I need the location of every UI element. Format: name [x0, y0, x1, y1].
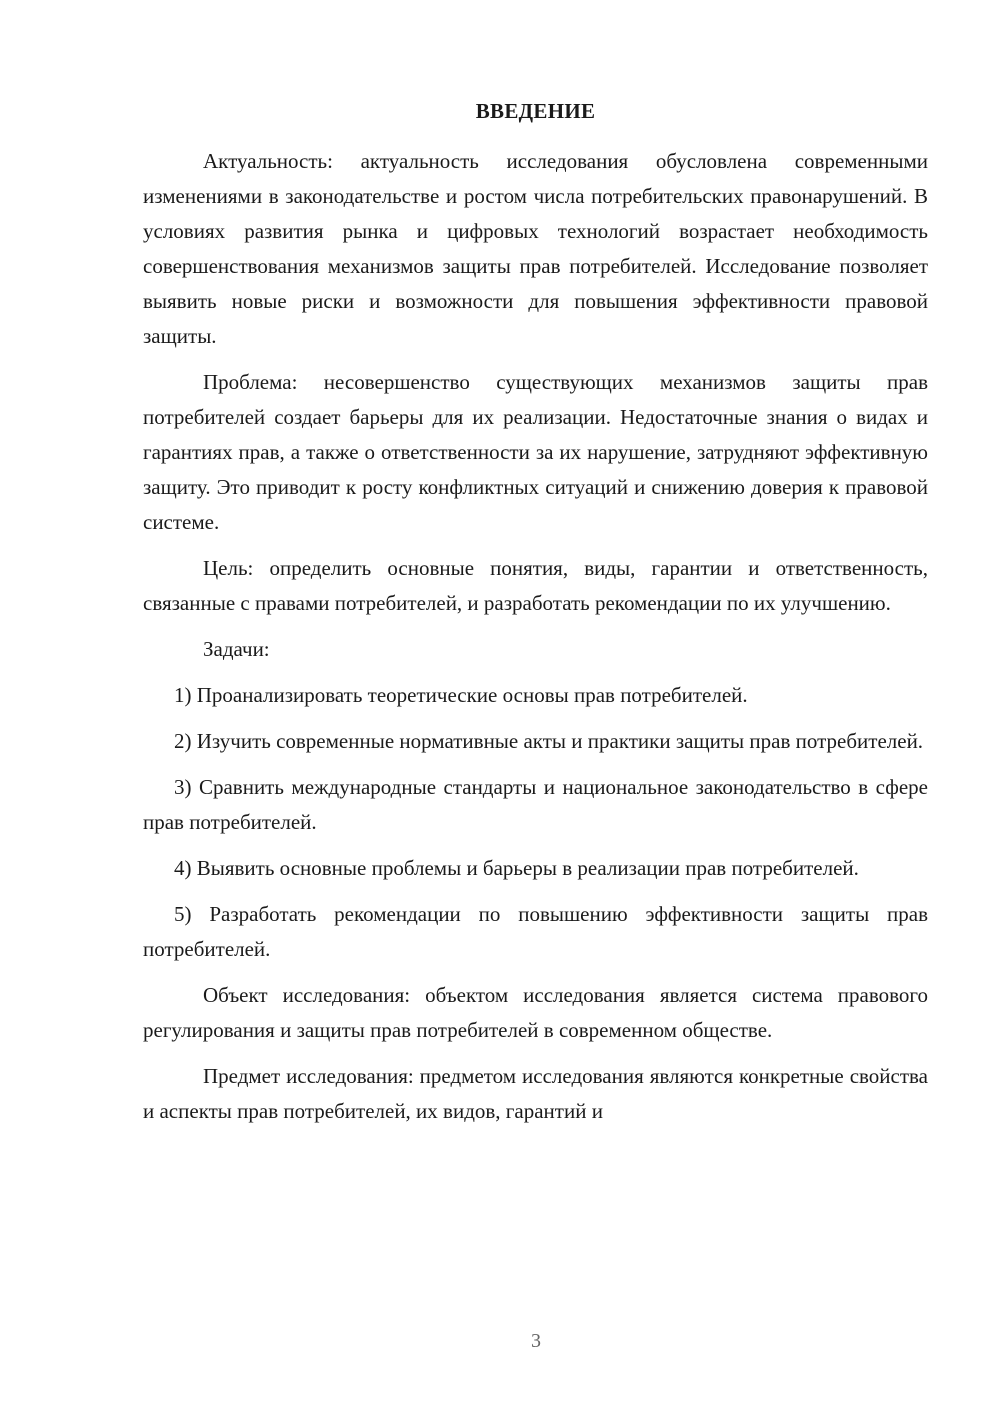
paragraph-problem: Проблема: несовершенство существующих механизмов защиты прав потребителей создает барьеры для их реализации. Недостаточные знания о видах и гарантиях прав, а также о ответственности за их нарушение, затрудняют эффективную защиту. Это приводит к росту конфликтных ситуаций и снижению доверия к правовой системе.: [143, 370, 928, 534]
task-item-5: 5) Разработать рекомендации по повышению эффективности защиты прав потребителей.: [143, 902, 928, 961]
task-item-4: 4) Выявить основные проблемы и барьеры в реализации прав потребителей.: [174, 856, 859, 880]
section-heading: ВВЕДЕНИЕ: [475, 99, 596, 123]
page-number: 3: [531, 1330, 541, 1352]
paragraph-relevance: Актуальность: актуальность исследования обусловлена современными изменениями в законодательстве и ростом числа потребительских правонарушений. В условиях развития рынка и цифровых технологий возрастает необходимость совершенствования механизмов защиты прав потребителей. Исследование позволяет выявить новые риски и возможности для повышения эффективности правовой защиты.: [143, 149, 928, 348]
task-item-2: 2) Изучить современные нормативные акты и практики защиты прав потребителей.: [174, 729, 924, 753]
paragraph-object: Объект исследования: объектом исследования является система правового регулирования и защиты прав потребителей в современном обществе.: [143, 983, 928, 1042]
paragraph-goal: Цель: определить основные понятия, виды, гарантии и ответственность, связанные с правами потребителей, и разработать рекомендации по их улучшению.: [143, 556, 928, 615]
tasks-label: Задачи:: [203, 637, 270, 661]
task-item-1: 1) Проанализировать теоретические основы прав потребителей.: [174, 683, 748, 707]
document-page: [143, 94, 928, 1140]
paragraph-subject: Предмет исследования: предметом исследования являются конкретные свойства и аспекты прав потребителей, их видов, гарантий и: [143, 1064, 928, 1123]
task-item-3: 3) Сравнить международные стандарты и национальное законодательство в сфере прав потребителей.: [143, 775, 928, 834]
